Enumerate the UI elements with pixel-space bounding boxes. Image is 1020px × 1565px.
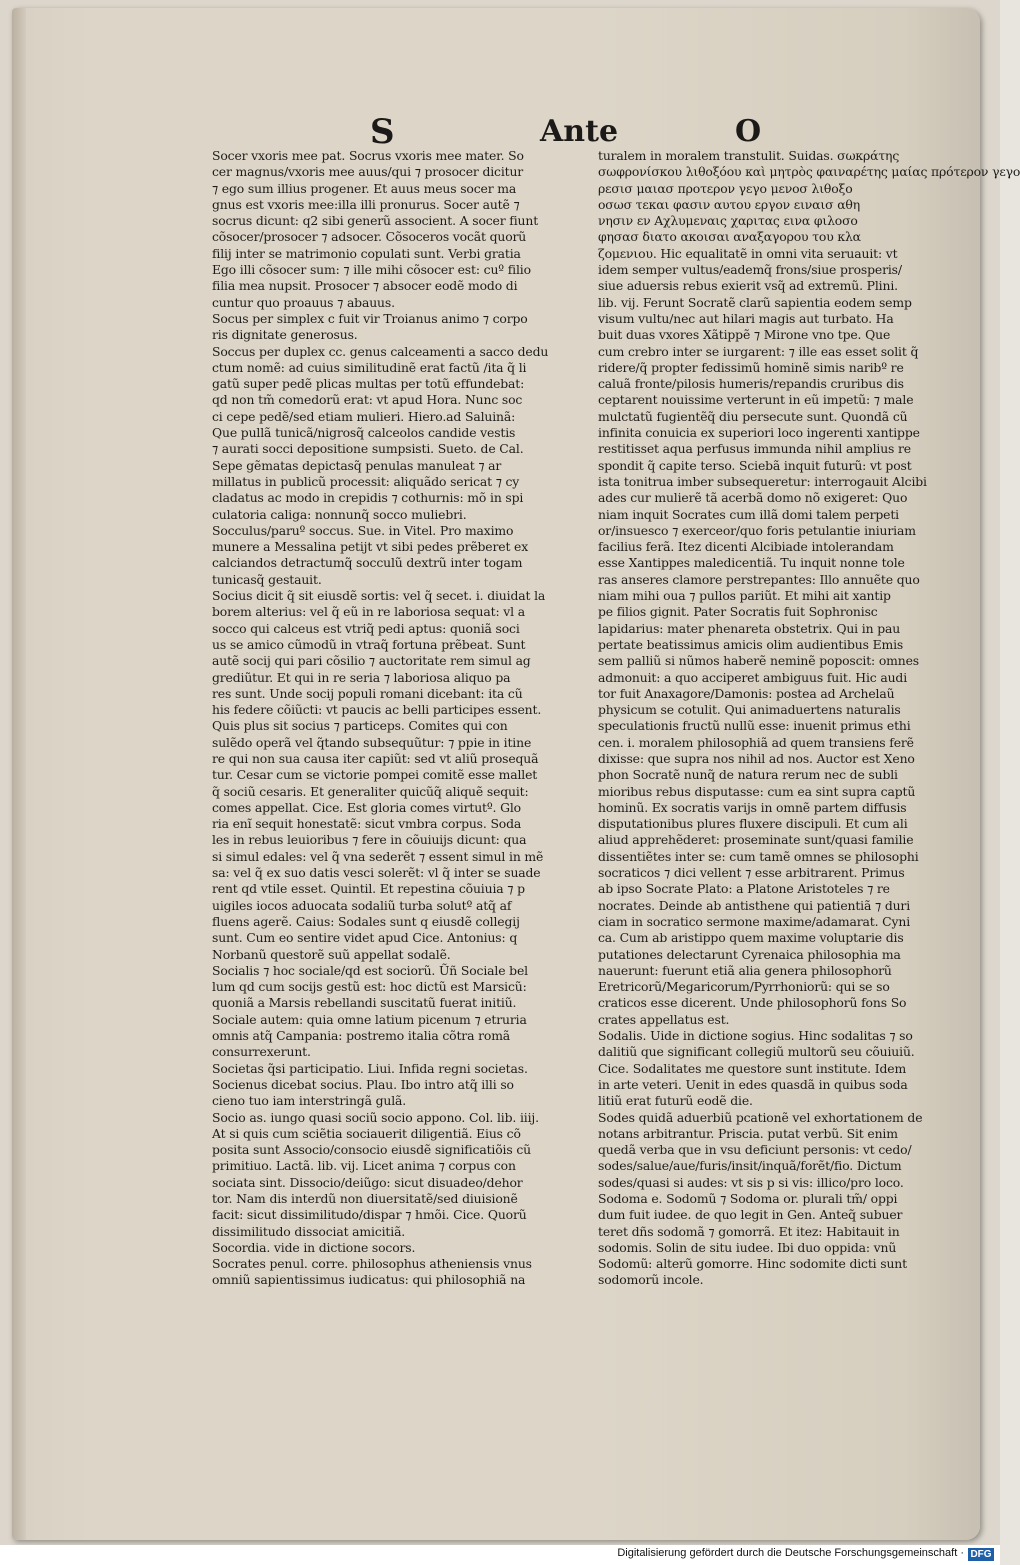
text-line: disputationibus plures fluxere discipuli. Et cum ali	[598, 816, 908, 832]
text-line: les in rebus leuioribus ⁊ fere in cõuiuijs dicunt: qua	[212, 832, 527, 848]
text-line: physicum se cotulit. Qui animaduertens naturalis	[598, 702, 901, 718]
text-line: omniũ sapientissimus iudicatus: qui philosophiã na	[212, 1272, 526, 1288]
text-line: niam mihi oua ⁊ pullos pariũt. Et mihi ait xantip	[598, 588, 891, 604]
text-line: At si quis cum sciẽtia sociauerit diligentiã. Eius cõ	[212, 1125, 521, 1141]
text-line: borem alterius: vel q̃ eũ in re laboriosa sequat: vl a	[212, 604, 525, 620]
text-line: hominũ. Ex socratis varijs in omnẽ partem diffusis	[598, 799, 907, 815]
text-line: aliud apprehẽderet: proseminate sunt/quasi familie	[598, 832, 914, 848]
text-line: Sodalis. Uide in dictione sogius. Hinc sodalitas ⁊ so	[598, 1028, 913, 1044]
text-line: ca. Cum ab aristippo quem maxime voluptarie dis	[598, 930, 904, 946]
right-text-column	[598, 148, 1020, 1289]
text-line: buit duas vxores Xãtippẽ ⁊ Mirone vno tpe. Que	[598, 327, 891, 343]
text-line: millatus in publicũ processit: aliquãdo sericat ⁊ cy	[212, 473, 520, 489]
text-line: nocrates. Deinde ab antisthene qui patientiã ⁊ duri	[598, 897, 911, 913]
text-line: ceptarent nouissime verterunt in eũ impetũ: ⁊ male	[598, 392, 914, 408]
text-line: or/insuesco ⁊ exerceor/quo foris petulantie iniuriam	[598, 522, 916, 538]
text-line: ζομενιου. Hic equalitatẽ in omni vita seruauit: vt	[598, 245, 898, 261]
text-line: Socio as. iungo quasi sociũ socio appono. Col. lib. iiij.	[212, 1109, 539, 1125]
text-line: ⁊ aurati socci depositione sumpsisti. Sueto. de Cal.	[212, 441, 524, 457]
text-line: admonuit: a quo acciperet ambiguus fuit. Hic audi	[598, 669, 908, 685]
text-line: Socculus/paruº soccus. Sue. in Vitel. Pro maximo	[212, 522, 514, 538]
text-line: facilius ferã. Itez dicenti Alcibiade intolerandam	[598, 539, 894, 555]
text-line: οσωσ τεκαι φασιν αυτου εργον ειναισ αθη	[598, 196, 860, 212]
text-line: uigiles iocos aduocata sodaliũ turba solutº atq̃ af	[212, 897, 512, 913]
text-line: cer magnus/vxoris mee auus/qui ⁊ prosocer dicitur	[212, 164, 524, 180]
text-line: ridere/q̃ propter fedissimũ hominẽ simis naribº re	[598, 359, 904, 375]
header-center-word: Ante	[540, 114, 619, 149]
text-line: calciandos detractumq̃ socculũ dextrũ inter togam	[212, 555, 523, 571]
text-line: siue aduersis rebus exierit vsq̃ ad extremũ. Plini.	[598, 278, 898, 294]
text-line: sunt. Cum eo sentire videt apud Cice. Antonius: q	[212, 930, 518, 946]
text-line: Socus per simplex c fuit vir Troianus animo ⁊ corpo	[212, 310, 528, 326]
text-line: socraticos ⁊ dici vellent ⁊ esse arbitrarent. Primus	[598, 865, 905, 881]
text-line: ista tonitrua imber subsequeretur: interrogauit Alcibi	[598, 473, 927, 489]
text-line: idem semper vultus/eademq̃ frons/siue prosperis/	[598, 262, 902, 278]
text-line: socrus dicunt: q2 sibi generũ associent. A socer fiunt	[212, 213, 539, 229]
text-line: Societas q̃si participatio. Liui. Infida regni societas.	[212, 1060, 528, 1076]
text-line: rent qd vtile esset. Quintil. Et repestina cõuiuia ⁊ p	[212, 881, 525, 897]
text-line: φησασ διατο ακοισαι αναξαγορου του κλα	[598, 229, 861, 245]
text-line: sociata sint. Dissocio/deiũgo: sicut disuadeo/dehor	[212, 1174, 523, 1190]
text-line: ris dignitate generosus.	[212, 327, 358, 343]
text-line: lib. vij. Ferunt Socratẽ clarũ sapientia eodem semp	[598, 294, 912, 310]
text-line: omnis atq̃ Campania: postremo italia cõtra romã	[212, 1028, 511, 1044]
text-line: ciam in socratico sermone maxime/adamarat. Cyni	[598, 913, 911, 929]
left-text-column	[212, 148, 590, 1289]
text-line: νησιν εν Αχλυμεναις χαριτας εινα φιλοσο	[598, 213, 858, 229]
text-line: dum fuit iudee. de quo legit in Gen. Anteq̃ subuer	[598, 1207, 903, 1223]
text-line: sodomis. Solin de situ iudee. Ibi duo oppida: vnũ	[598, 1239, 897, 1255]
text-line: pe filios gignit. Pater Socratis fuit Sophronisc	[598, 604, 878, 620]
text-line: posita sunt Associo/consocio eiusdẽ significatiõis cũ	[212, 1142, 531, 1158]
text-line: phon Socratẽ nunq̃ de natura rerum nec de subli	[598, 767, 898, 783]
text-line: Cice. Sodalitates me questore sunt institute. Idem	[598, 1060, 907, 1076]
text-line: restitisset aqua perfusus immunda nihil amplius re	[598, 441, 911, 457]
text-line: turalem in moralem transtulit. Suidas. σωκράτης	[598, 148, 900, 163]
text-line: cõsocer/prosocer ⁊ adsocer. Cõsoceros vocãt quorũ	[212, 229, 527, 245]
text-line: Socrates penul. corre. philosophus atheniensis vnus	[212, 1256, 532, 1272]
text-line: res sunt. Unde socij populi romani dicebant: ita cũ	[212, 685, 523, 701]
text-line: cum crebro inter se iurgarent: ⁊ ille eas esset solit q̃	[598, 343, 919, 359]
text-line: his federe cõiũcti: vt paucis ac belli participes essent.	[212, 702, 542, 718]
text-line: fluens agerẽ. Caius: Sodales sunt q eiusdẽ collegij	[212, 913, 520, 929]
text-line: Sociale autem: quia omne latium picenum ⁊ etruria	[212, 1011, 527, 1027]
text-line: cen. i. moralem philosophiã ad quem transiens ferẽ	[598, 734, 914, 750]
text-line: crates appellatus est.	[598, 1011, 730, 1027]
text-line: in arte veteri. Uenit in edes quasdã in quibus soda	[598, 1076, 908, 1092]
text-line: gatũ super pedẽ plicas multas per totũ effundebat:	[212, 376, 525, 392]
text-line: ria enĩ sequit honestatẽ: sicut vmbra corpus. Soda	[212, 816, 522, 832]
text-line: Sodoma e. Sodomũ ⁊ Sodoma or. plurali tm̃/ oppi	[598, 1191, 898, 1206]
text-line: tor. Nam dis interdũ non diuersitatẽ/sed diuisionẽ	[212, 1191, 518, 1206]
text-line: Socialis ⁊ hoc sociale/qd est sociorũ. Ũñ Sociale bel	[212, 962, 528, 978]
text-line: ras anseres clamore perstrepantes: Illo annuẽte quo	[598, 571, 920, 587]
text-line: socco qui calceus est vtriq̃ pedi aptus: quoniã soci	[212, 620, 520, 636]
text-line: grediũtur. Et qui in re seria ⁊ laboriosa aliquo pa	[212, 669, 511, 685]
text-line: cieno tuo iam interstringã gulã.	[212, 1093, 407, 1109]
text-line: mulctatũ fugientẽq̃ diu persecute sunt. Quondã cũ	[598, 408, 908, 424]
text-line: Sodomũ: alterũ gomorre. Hinc sodomite dicti sunt	[598, 1256, 907, 1272]
text-line: teret dñs sodomã ⁊ gomorrã. Et itez: Habitauit in	[598, 1223, 900, 1239]
text-line: sodomorũ incole.	[598, 1272, 704, 1288]
text-line: craticos esse dicerent. Unde philosophorũ fons So	[598, 995, 907, 1011]
text-line: Quis plus sit socius ⁊ particeps. Comites qui con	[212, 718, 508, 734]
text-line: dissentiẽtes inter se: cum tamẽ omnes se philosophi	[598, 848, 919, 864]
text-line: Sodes quidã aduerbiũ pcationẽ vel exhortationem de	[598, 1109, 923, 1125]
text-line: sa: vel q̃ ex suo datis vesci solerẽt: vl q̃ inter se suade	[212, 865, 541, 881]
text-line: ⁊ ego sum illius progener. Et auus meus socer ma	[212, 180, 517, 196]
text-line: consurrexerunt.	[212, 1044, 311, 1060]
text-line: niam inquit Socrates cum illã domi talem perpeti	[598, 506, 899, 522]
text-line: Que pullã tunicã/nigrosq̃ calceolos candide vestis	[212, 425, 516, 441]
text-line: infinita conuicia ex superiori loco ingerenti xantippe	[598, 425, 920, 441]
text-line: facit: sicut dissimilitudo/dispar ⁊ hmõi. Cice. Quorũ	[212, 1207, 527, 1223]
text-line: ρεσισ μαιασ προτερον γεγο μενοσ λιθοξο	[598, 180, 853, 196]
text-line: caluã fronte/pilosis humeris/repandis cruribus dis	[598, 376, 904, 392]
text-line: filia mea nupsit. Prosocer ⁊ absocer eodẽ modo di	[212, 278, 518, 294]
text-line: σωφρονίσκου λιθοξόου καὶ μητρὸς φαιναρέτης μαίας πρότερον γεγο	[598, 164, 1020, 180]
text-line: sodes/salue/aue/furis/insit/inquã/forẽt/fio. Dictum	[598, 1158, 902, 1174]
text-line: litiũ erat futurũ eodẽ die.	[598, 1093, 753, 1109]
text-line: Socienus dicebat socius. Plau. Ibo intro atq̃ illi so	[212, 1076, 514, 1092]
text-line: re qui non sua causa iter capiũt: sed vt aliũ prosequã	[212, 750, 539, 766]
text-line: mioribus rebus disputasse: cum ea sint supra captũ	[598, 783, 916, 799]
text-line: quedã verba que in vsu deficiunt personis: vt cedo/	[598, 1142, 912, 1158]
text-line: filij inter se matrimonio copulati sunt. Verbi gratia	[212, 245, 521, 261]
text-line: munere a Messalina petijt vt sibi pedes prẽberet ex	[212, 539, 529, 555]
text-line: tur. Cesar cum se victorie pompei comitẽ esse mallet	[212, 767, 538, 783]
header-left-letter: S	[370, 112, 395, 152]
text-line: tunicasq̃ gestauit.	[212, 571, 322, 587]
text-line: dixisse: que supra nos nihil ad nos. Auctor est Xeno	[598, 750, 915, 766]
text-line: ades cur mulierẽ tã acerbã domo nõ exigeret: Quo	[598, 490, 908, 506]
text-line: comes appellat. Cice. Est gloria comes virtutº. Glo	[212, 799, 521, 815]
running-header	[200, 112, 800, 152]
dfg-logo: DFG	[968, 1548, 994, 1561]
text-line: Sepe gẽmatas depictasq̃ penulas manuleat ⁊ ar	[212, 457, 502, 473]
text-line: ctum nomẽ: ad cuius similitudinẽ erat factũ /ita q̃ li	[212, 359, 527, 375]
text-line: notans arbitrantur. Priscia. putat verbũ. Sit enim	[598, 1125, 898, 1141]
text-line: esse Xantippes maledicentiã. Tu inquit nonne tole	[598, 555, 905, 571]
text-line: Socius dicit q̃ sit eiusdẽ sortis: vel q̃ secet. i. diuidat la	[212, 588, 546, 604]
footer-credit: Digitalisierung gefördert durch die Deutsche Forschungsgemeinschaft ·	[617, 1547, 964, 1559]
text-line: sulẽdo operã vel q̃tando subsequũtur: ⁊ ppie in itine	[212, 734, 532, 750]
text-line: spondit q̃ capite terso. Sciebã inquit futurũ: vt post	[598, 457, 912, 473]
text-line: dalitiũ que significant collegiũ multorũ seu cõuiuiũ.	[598, 1044, 915, 1060]
text-line: quoniã a Marsis rebellandi suscitatũ fuerat initiũ.	[212, 995, 517, 1011]
text-line: ab ipso Socrate Plato: a Platone Aristoteles ⁊ re	[598, 881, 890, 897]
text-line: tor fuit Anaxagore/Damonis: postea ad Archelaũ	[598, 685, 895, 701]
text-line: lum qd cum socijs gestũ est: hoc dictũ est Marsicũ:	[212, 979, 527, 995]
text-line: Eretricorũ/Megaricorum/Pyrrhoniorũ: qui se so	[598, 979, 890, 995]
text-line: putationes delectarunt Cyrenaica philosophia ma	[598, 946, 901, 962]
text-line: sem palliũ si nũmos haberẽ neminẽ poposcit: omnes	[598, 653, 920, 669]
header-right-letter: O	[735, 114, 762, 149]
text-line: si simul edales: vel q̃ vna sederẽt ⁊ essent simul in mẽ	[212, 848, 544, 864]
text-line: cuntur quo proauus ⁊ abauus.	[212, 294, 395, 310]
page-gutter	[12, 8, 26, 1540]
text-line: gnus est vxoris mee:illa illi pronurus. Socer autẽ ⁊	[212, 196, 520, 212]
footer-bar	[0, 1545, 1000, 1565]
text-line: ci cepe pedẽ/sed etiam mulieri. Hiero.ad Saluinã:	[212, 408, 516, 424]
text-line: Ego illi cõsocer sum: ⁊ ille mihi cõsocer est: cuº filio	[212, 262, 531, 278]
text-line: dissimilitudo dissociat amicitiã.	[212, 1223, 406, 1239]
text-line: visum vultu/nec aut hilari magis aut turbato. Ha	[598, 310, 894, 326]
text-line: culatoria caliga: nonnunq̃ socco muliebri.	[212, 506, 467, 522]
text-line: lapidarius: mater phenareta obstetrix. Qui in pau	[598, 620, 901, 636]
text-line: us se amico cũmodũ in vtraq̃ fortuna prẽbeat. Sunt	[212, 636, 526, 652]
text-line: pertate beatissimus amicis olim audientibus Emis	[598, 636, 904, 652]
text-line: speculationis fructũ nullũ esse: inuenit primus ethi	[598, 718, 911, 734]
text-line: Socordia. vide in dictione socors.	[212, 1239, 416, 1255]
text-line: sodes/quasi si audes: vt sis p si vis: illico/pro loco.	[598, 1174, 904, 1190]
text-line: q̃ sociũ cesaris. Et generaliter quicũq̃ aliquẽ sequit:	[212, 783, 529, 799]
text-line: Soccus per duplex cc. genus calceamenti a sacco dedu	[212, 343, 549, 359]
text-line: nauerunt: fuerunt etiã alia genera philosophorũ	[598, 962, 892, 978]
text-line: Socer vxoris mee pat. Socrus vxoris mee mater. So	[212, 148, 524, 163]
text-line: Norbanũ questorẽ suũ appellat sodalẽ.	[212, 946, 451, 962]
text-line: qd non tm̃ comedorũ erat: vt apud Hora. Nunc soc	[212, 392, 523, 408]
text-line: primitiuo. Lactã. lib. vij. Licet anima ⁊ corpus con	[212, 1158, 516, 1174]
text-line: cladatus ac modo in crepidis ⁊ cothurnis: mõ in spi	[212, 490, 524, 506]
text-line: autẽ socij qui pari cõsilio ⁊ auctoritate rem simul ag	[212, 653, 531, 669]
